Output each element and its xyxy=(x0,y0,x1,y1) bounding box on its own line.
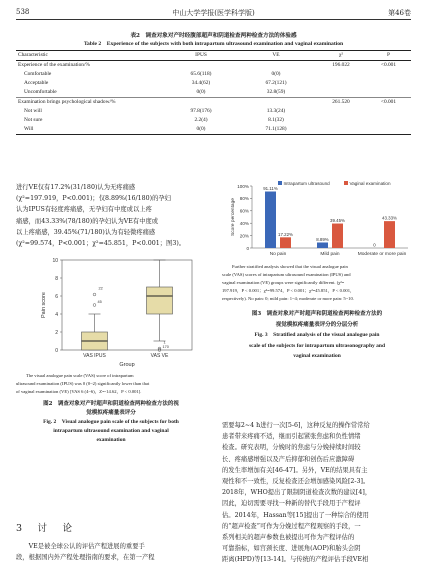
outlier-label: 170 xyxy=(162,345,169,349)
text-line: 进行VE仅有17.2%(31/180)认为无疼痛感 xyxy=(16,184,136,191)
table-row xyxy=(16,61,411,71)
fig2-title-cn: 图2 调查对象对产时超声和阴道检查两种检查方法的视 xyxy=(43,401,179,407)
section-heading: 3 讨 论 xyxy=(16,523,76,534)
y-tick-label: 10 xyxy=(52,258,58,264)
text-line: 检查。研究表明，分娩时的焦虑与分娩持续时间较 xyxy=(222,444,361,452)
table-row xyxy=(16,70,411,79)
data-label: 91.11% xyxy=(263,186,278,192)
table-cell xyxy=(316,79,366,88)
text-line: VE是被全球公认的评估产程进展的重要手 xyxy=(16,543,145,550)
table-cell xyxy=(166,61,236,71)
col-ve: VE xyxy=(236,51,316,61)
left-paragraph xyxy=(16,182,206,249)
fig3-barchart xyxy=(222,178,412,260)
table-cell: 0(0) xyxy=(166,125,236,135)
text-line: 的发生率增加有关[46-47]。另外，VE的结果具有主 xyxy=(222,466,368,474)
note-line: The visual analogue pain scale (VAS) score of intrapartum xyxy=(26,373,134,378)
y-tick-label: 0 xyxy=(246,245,249,251)
note-line: ultrasound examination (IPUS) was 0 (0~2) significantly lower than that xyxy=(16,381,150,386)
table-cell xyxy=(316,70,366,79)
table-cell: 196.022 xyxy=(332,62,350,68)
outlier-label: 1 xyxy=(163,340,166,345)
table-cell: 261.520 xyxy=(316,98,366,108)
table-cell: 8.1(32) xyxy=(268,117,284,123)
table-cell xyxy=(366,88,411,98)
text-line: 距离(HPD)等[13-14]。与传统的产程评估手段VE相 xyxy=(222,556,369,564)
fig2-title-cn-2: 觉模拟疼痛量表评分 xyxy=(86,410,136,416)
table-cell xyxy=(236,98,316,108)
text-line: 2018年，WHO提出了限制阴道检查次数的建议[4]， xyxy=(222,489,372,497)
table-cell: 0(0) xyxy=(196,89,206,95)
fig3-caption xyxy=(222,309,412,362)
x-tick-label: Mild pain xyxy=(320,252,340,257)
bar xyxy=(384,221,395,248)
legend-swatch xyxy=(344,181,348,185)
table-cell: Not will xyxy=(24,108,42,114)
table-row xyxy=(16,116,411,125)
table-row xyxy=(16,107,411,116)
note-line: scale (VAS) scores of intrapartum ultrasound examination (IPUS) and xyxy=(222,272,351,277)
table-cell: Acceptable xyxy=(24,80,49,86)
table2 xyxy=(16,50,411,135)
data-label: 17.22% xyxy=(278,231,293,237)
table2-title-cn: 表2 调查对象对产时经腹部超声和阴道检查两种检查方法的体验感 xyxy=(130,33,297,39)
table-cell xyxy=(236,61,316,71)
x-axis-label: Group xyxy=(119,362,135,368)
bar xyxy=(265,192,276,248)
text-line: 段，根据国内外产程处理指南的要求，在第一产程 xyxy=(16,554,155,562)
table-cell: Experience of the examination/% xyxy=(18,62,90,68)
y-tick-label: 4 xyxy=(55,312,58,318)
legend-swatch xyxy=(278,181,282,185)
fig3-title-en-3: vaginal examination xyxy=(293,353,341,359)
table-cell: Will xyxy=(16,125,166,135)
data-label: 0 xyxy=(373,242,376,248)
text-line: 痛感，而43.33%(78/180)的孕妇认为VE有中度或 xyxy=(16,217,159,225)
fig2-title-en: Fig. 2 Visual analogue pain scale of the subjects for both xyxy=(43,419,179,425)
table-cell xyxy=(366,70,411,79)
y-tick-label: 0 xyxy=(55,348,58,354)
legend-label: Intrapartum ultrasound xyxy=(283,180,330,186)
page-number: 538 xyxy=(16,8,30,16)
y-tick-label: 80% xyxy=(239,196,249,202)
table-cell xyxy=(366,125,411,135)
table-cell: Examination brings psychological shadow/% xyxy=(16,98,166,108)
table-cell: 97.8(176) xyxy=(190,108,212,114)
table-row xyxy=(16,79,411,88)
text-line: 以上疼痛感，39.45%(71/180)认为有轻微疼痛感 xyxy=(16,228,156,236)
text-line: 系列相关的超声参数也被提出可作为产程评估的 xyxy=(222,534,355,542)
table-cell xyxy=(316,88,366,98)
fig3-title-cn-2: 视觉模拟疼痛量表评分的分层分析 xyxy=(275,321,359,328)
fig2-title-en-3: examination xyxy=(96,437,126,443)
x-tick-label: No pain xyxy=(269,252,287,257)
box xyxy=(147,287,173,314)
y-tick-label: 100% xyxy=(237,183,249,189)
data-label: 39.45% xyxy=(330,218,345,224)
table2-header-row xyxy=(16,51,411,61)
table2-body xyxy=(16,61,411,135)
fig2-boxplot xyxy=(16,252,206,370)
outlier-point xyxy=(93,304,96,307)
table-cell: 0(0) xyxy=(271,71,281,77)
x-tick-label: Moderate or more pain xyxy=(357,252,407,257)
table-cell xyxy=(316,116,366,125)
col-p: P xyxy=(366,51,411,61)
fig2-caption xyxy=(16,400,206,445)
table-cell xyxy=(366,107,411,116)
fig2-title-en-2: intrapartum ultrasound examination and vaginal xyxy=(53,428,169,434)
table2-title-en: Table 2 Experience of the subjects with both intrapartum ultrasound examination and vaginal examination xyxy=(83,41,344,47)
text-line: (χ²=197.919，P<0.001)；仅8.89%(16/180)的孕妇 xyxy=(16,195,171,203)
note-line: of vaginal examination (VE) [VAS 6 (4~6)，Z=-14.62，P < 0.001]. xyxy=(16,389,142,394)
note-line: respectively). No pain: 0; mild pain: 1~4; moderate or more pain: 5~10. xyxy=(222,296,354,301)
volume-label: 第46卷 xyxy=(388,9,411,17)
y-tick-label: 6 xyxy=(55,294,58,300)
table-cell: 71.1(128) xyxy=(236,125,316,135)
y-axis-label: Pain score xyxy=(41,292,47,318)
fig3-title-en-2: scale of the subjects for intrapartum ultrasonography and xyxy=(248,342,386,349)
table-row xyxy=(16,98,411,108)
col-chi: χ² xyxy=(316,51,366,61)
table-cell: Uncomfortable xyxy=(24,89,57,95)
table-cell: 65.6(118) xyxy=(190,71,212,77)
table-cell: 32.8(59) xyxy=(266,89,286,95)
table-cell: Comfortable xyxy=(24,71,52,77)
journal-name: 中山大学学报(医学科学版) xyxy=(172,9,255,17)
table-cell: Not sure xyxy=(24,117,43,123)
table-cell: <0.001 xyxy=(366,98,411,108)
text-line: 需要每2~4 h进行一次[5-6]，这种反复的操作常常给 xyxy=(222,422,370,429)
fig3-title-cn: 图3 调查对象对产时超声和阴道检查两种检查方法的 xyxy=(251,311,383,317)
y-tick-label: 8 xyxy=(55,276,58,282)
table-cell: 34.4(62) xyxy=(191,80,211,86)
table-cell xyxy=(166,98,236,108)
text-line: 观性和不一致性，反复检查还会增加感染风险[2-3]。 xyxy=(222,478,370,486)
text-line: 长、疼痛感增强以及产后抑郁和创伤后应激障碍 xyxy=(222,455,355,463)
note-line: 197.919，P < 0.001；χ²=99.574，P < 0.001；χ²=45.851，P < 0.001， xyxy=(222,288,355,293)
text-line: 的“超声检查”可作为分娩过程产程观察的手段，一 xyxy=(222,522,361,530)
x-tick-label: VAS VE xyxy=(150,353,169,359)
table-cell xyxy=(366,116,411,125)
data-label: 8.89% xyxy=(316,236,329,242)
bar xyxy=(280,237,291,248)
text-line: 因此，迫切需要寻找一种新的替代手段用于产程评 xyxy=(222,500,361,508)
y-tick-label: 20% xyxy=(239,233,249,239)
text-line: (χ²=99.574，P<0.001；χ²=45.851，P<0.001；图3)。 xyxy=(16,240,186,248)
outlier-label: 45 xyxy=(97,300,102,304)
right-paragraph xyxy=(222,420,412,566)
table-cell: <0.001 xyxy=(380,62,397,68)
table-row xyxy=(16,125,411,135)
fig2-note xyxy=(16,372,206,396)
note-line: vaginal examination (VE) groups were significantly different. (χ²= xyxy=(222,280,345,285)
bottom-paragraph xyxy=(16,541,206,563)
table-cell: 13.3(24) xyxy=(266,108,286,114)
note-line: Further stratified analysis showed that the visual analogue pain xyxy=(232,264,348,269)
text-line: 可靠指标，如宫颈长度、进展角(AOP)和胎头会阴 xyxy=(222,545,361,553)
y-tick-label: 40% xyxy=(239,221,249,226)
text-line: 认为IPUS有轻度疼痛感，无孕妇有中度或以上疼 xyxy=(16,206,152,214)
outlier-label: 22 xyxy=(98,286,103,291)
table-cell xyxy=(316,107,366,116)
x-tick-label: VAS IPUS xyxy=(83,353,106,359)
fig3-note xyxy=(222,263,412,303)
fig3-title-en: Fig. 3 Stratified analysis of the visual analogue pain xyxy=(254,332,380,338)
table-cell: 67.2(121) xyxy=(265,80,287,86)
table-cell xyxy=(316,125,366,135)
y-axis-label: Score percentage xyxy=(231,198,236,236)
col-characteristic: Characteristic xyxy=(16,51,166,61)
legend-label: Vaginal examination xyxy=(349,180,391,186)
data-label: 43.33% xyxy=(382,215,397,221)
col-ipus: IPUS xyxy=(166,51,236,61)
bar xyxy=(332,224,343,248)
table-row xyxy=(16,88,411,98)
table-cell xyxy=(366,79,411,88)
y-tick-label: 2 xyxy=(55,330,58,336)
header-rule xyxy=(16,19,411,20)
text-line: 患者带来疼痛不适，继而引起紧张焦虑和负性情绪 xyxy=(222,433,361,441)
table-cell: 2.2(4) xyxy=(194,117,208,123)
page-header xyxy=(16,8,411,19)
text-line: 估。2014年，Hassan等[15]提出了一种综合的使用 xyxy=(222,511,369,519)
outlier-point xyxy=(93,293,96,296)
y-tick-label: 60% xyxy=(239,208,249,214)
bar xyxy=(317,242,328,248)
